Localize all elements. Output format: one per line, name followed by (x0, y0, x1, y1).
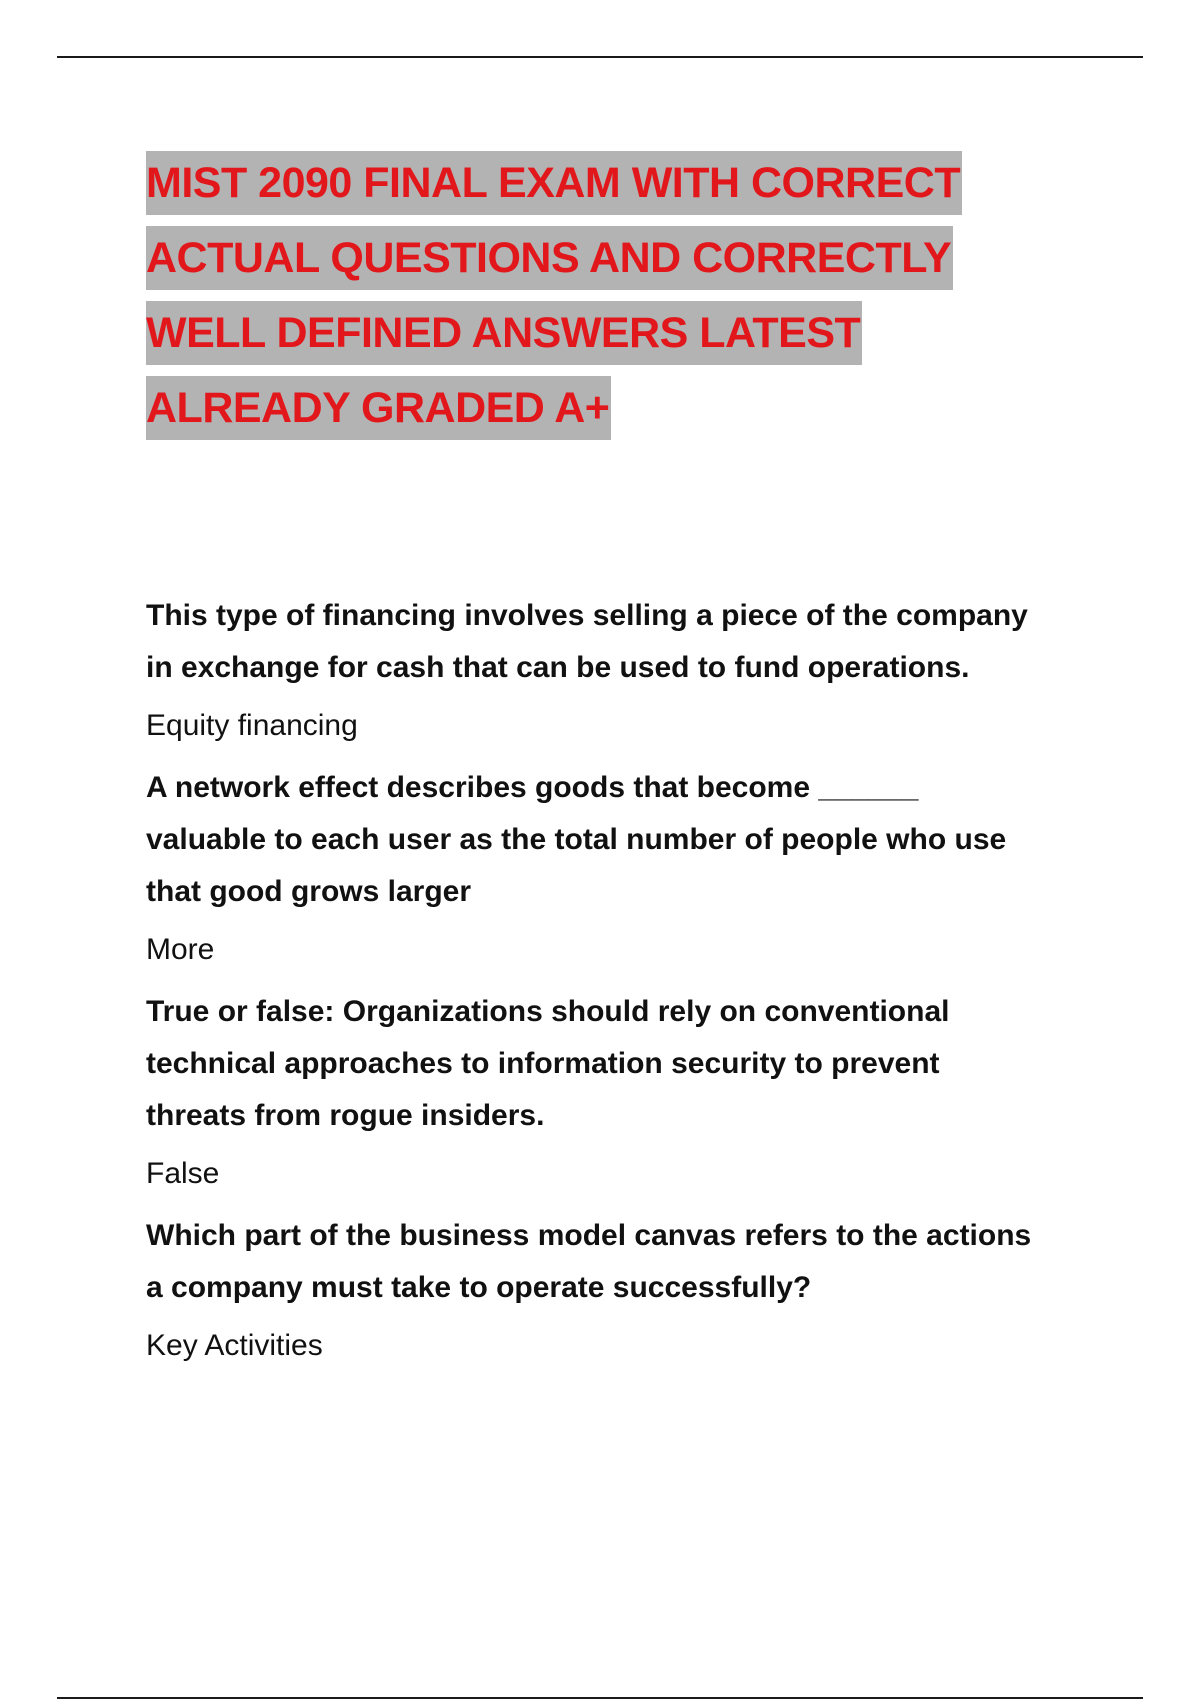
top-rule (57, 56, 1143, 58)
answer-text: False (146, 1157, 220, 1190)
question-text: Which part of the business model canvas refers to the actions a company must take to operate successfully? (146, 1219, 1032, 1304)
title-line: ALREADY GRADED A+ (146, 371, 1046, 446)
title-line: MIST 2090 FINAL EXAM WITH CORRECT (146, 146, 1046, 221)
answer-text: Equity financing (146, 709, 358, 742)
question-answer-list (146, 590, 1046, 1382)
question-text: A network effect describes goods that become ______ valuable to each user as the total number of people who use that good grows larger (146, 771, 1007, 908)
title-line: ACTUAL QUESTIONS AND CORRECTLY (146, 221, 1046, 296)
answer-text: More (146, 933, 215, 966)
bottom-rule (57, 1697, 1143, 1699)
answer-text: Key Activities (146, 1329, 323, 1362)
question-text: This type of financing involves selling a piece of the company in exchange for cash that can be used to fund operations. (146, 599, 1028, 684)
title-line: WELL DEFINED ANSWERS LATEST (146, 296, 1046, 371)
document-title (146, 146, 1046, 446)
question-text: True or false: Organizations should rely on conventional technical approaches to information security to prevent threats from rogue insiders. (146, 995, 950, 1132)
